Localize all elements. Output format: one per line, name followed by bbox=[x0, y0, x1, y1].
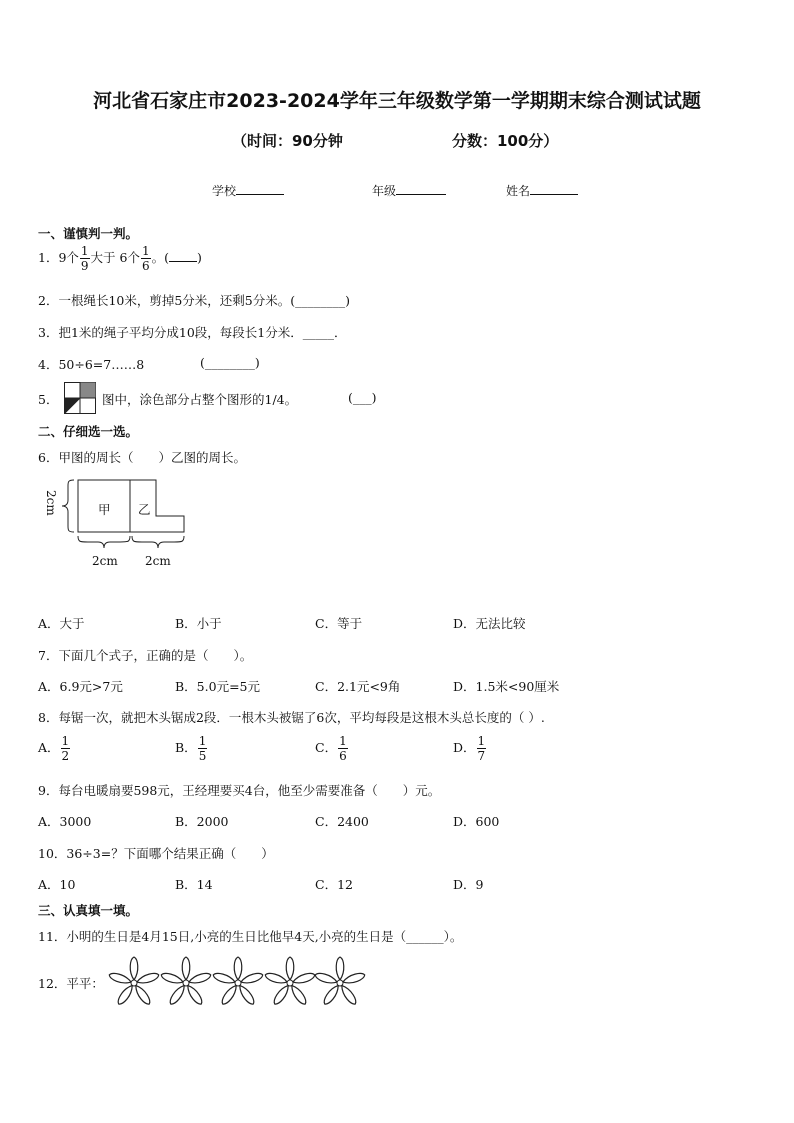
q8-a-den: 2 bbox=[61, 749, 70, 763]
question-5-answer: (___) bbox=[348, 390, 377, 405]
fig-label-bottom-1: 2cm bbox=[92, 554, 118, 568]
question-4-answer: (________) bbox=[200, 355, 260, 370]
q8-b-num: 1 bbox=[198, 734, 207, 748]
q8-option-d[interactable] bbox=[453, 734, 487, 763]
question-8: 8．每锯一次，就把木头锯成2段．一根木头被锯了6次，平均每段是这根木头总长度的（ ）. bbox=[38, 710, 545, 725]
q8-c-fraction bbox=[338, 734, 348, 763]
q6-option-d[interactable]: D．无法比较 bbox=[453, 616, 526, 631]
fig-label-left-2cm: 2cm bbox=[44, 490, 58, 516]
question-5-number: 5． bbox=[38, 392, 59, 407]
page-title: 河北省石家庄市2023-2024学年三年级数学第一学期期末综合测试试题 bbox=[93, 90, 701, 112]
q8-option-b[interactable] bbox=[175, 734, 208, 763]
fig-label-jia: 甲 bbox=[98, 502, 111, 517]
section-1-heading: 一、谨慎判一判。 bbox=[38, 226, 139, 241]
q9-option-b[interactable]: B．2000 bbox=[175, 814, 229, 829]
school-label: 学校 bbox=[212, 184, 237, 198]
q9-option-c[interactable]: C．2400 bbox=[315, 814, 369, 829]
grade-field bbox=[372, 182, 446, 199]
question-5: 图中，涂色部分占整个图形的1/4。 bbox=[102, 392, 298, 407]
q6-shapes-figure bbox=[38, 474, 198, 574]
q10-option-b[interactable]: B．14 bbox=[175, 877, 213, 892]
section-3-heading: 三、认真填一填。 bbox=[38, 903, 139, 918]
q1-frac1-den: 9 bbox=[80, 259, 89, 273]
q7-option-c[interactable]: C．2.1元<9角 bbox=[315, 679, 401, 694]
q7-option-b[interactable]: B．5.0元=5元 bbox=[175, 679, 260, 694]
q8-d-fraction bbox=[477, 734, 487, 763]
q8-a-label: A． bbox=[38, 740, 60, 755]
question-2: 2．一根绳长10米，剪掉5分米，还剩5分米。(________) bbox=[38, 293, 351, 308]
q8-c-label: C． bbox=[315, 740, 338, 755]
q1-frac2-den: 6 bbox=[141, 259, 150, 273]
q1-frac2-num: 1 bbox=[141, 244, 150, 258]
q1-text-c: 。( bbox=[151, 250, 170, 265]
question-12: 12．平平： bbox=[38, 976, 104, 991]
q8-b-den: 5 bbox=[198, 749, 207, 763]
question-1 bbox=[38, 244, 202, 273]
q8-a-fraction bbox=[61, 734, 71, 763]
q1-fraction-1 bbox=[80, 244, 90, 273]
q9-option-d[interactable]: D．600 bbox=[453, 814, 500, 829]
question-3: 3．把1米的绳子平均分成10段，每段长1分米．_____． bbox=[38, 325, 347, 340]
section-2-heading: 二、仔细选一选。 bbox=[38, 424, 139, 439]
q1-answer-blank[interactable] bbox=[169, 249, 197, 262]
q1-text-a: 1．9个 bbox=[38, 250, 79, 265]
grade-label: 年级 bbox=[372, 184, 397, 198]
q12-flowers-figure bbox=[108, 955, 368, 1011]
q1-frac1-num: 1 bbox=[80, 244, 89, 258]
q8-d-den: 7 bbox=[477, 749, 486, 763]
question-10: 10．36÷3=？下面哪个结果正确（ ） bbox=[38, 846, 274, 861]
q9-option-a[interactable]: A．3000 bbox=[38, 814, 92, 829]
name-field bbox=[506, 182, 578, 199]
question-4: 4．50÷6=7……8 bbox=[38, 357, 145, 372]
fig-label-bottom-2: 2cm bbox=[145, 554, 171, 568]
q8-d-num: 1 bbox=[477, 734, 486, 748]
q8-option-a[interactable] bbox=[38, 734, 71, 763]
q8-option-c[interactable] bbox=[315, 734, 349, 763]
question-7: 7．下面几个式子，正确的是（ ）。 bbox=[38, 648, 253, 663]
q8-b-label: B． bbox=[175, 740, 197, 755]
q6-option-c[interactable]: C．等于 bbox=[315, 616, 363, 631]
q1-text-b: 大于 6个 bbox=[90, 250, 140, 265]
q1-text-e: ) bbox=[197, 250, 202, 265]
name-label: 姓名 bbox=[506, 184, 531, 198]
q5-shaded-square-figure bbox=[64, 382, 96, 414]
school-field bbox=[212, 182, 284, 199]
q10-option-d[interactable]: D．9 bbox=[453, 877, 484, 892]
q6-option-a[interactable]: A．大于 bbox=[38, 616, 85, 631]
q8-c-num: 1 bbox=[339, 734, 347, 748]
q6-option-b[interactable]: B．小于 bbox=[175, 616, 222, 631]
q10-option-a[interactable]: A．10 bbox=[38, 877, 76, 892]
q7-option-a[interactable]: A．6.9元>7元 bbox=[38, 679, 123, 694]
q8-c-den: 6 bbox=[339, 749, 347, 763]
exam-score: 分数：100分） bbox=[452, 132, 559, 150]
question-9: 9．每台电暖扇要598元，王经理要买4台，他至少需要准备（ ）元。 bbox=[38, 783, 441, 798]
fig-label-yi: 乙 bbox=[138, 502, 151, 517]
question-6: 6．甲图的周长（ ）乙图的周长。 bbox=[38, 450, 246, 465]
q8-a-num: 1 bbox=[61, 734, 70, 748]
question-11: 11．小明的生日是4月15日,小亮的生日比他早4天,小亮的生日是（______）。 bbox=[38, 929, 463, 944]
q1-fraction-2 bbox=[141, 244, 151, 273]
exam-time: （时间：90分钟 bbox=[232, 132, 343, 150]
q10-option-c[interactable]: C．12 bbox=[315, 877, 353, 892]
q7-option-d[interactable]: D．1.5米<90厘米 bbox=[453, 679, 560, 694]
q8-b-fraction bbox=[198, 734, 208, 763]
q8-d-label: D． bbox=[453, 740, 476, 755]
